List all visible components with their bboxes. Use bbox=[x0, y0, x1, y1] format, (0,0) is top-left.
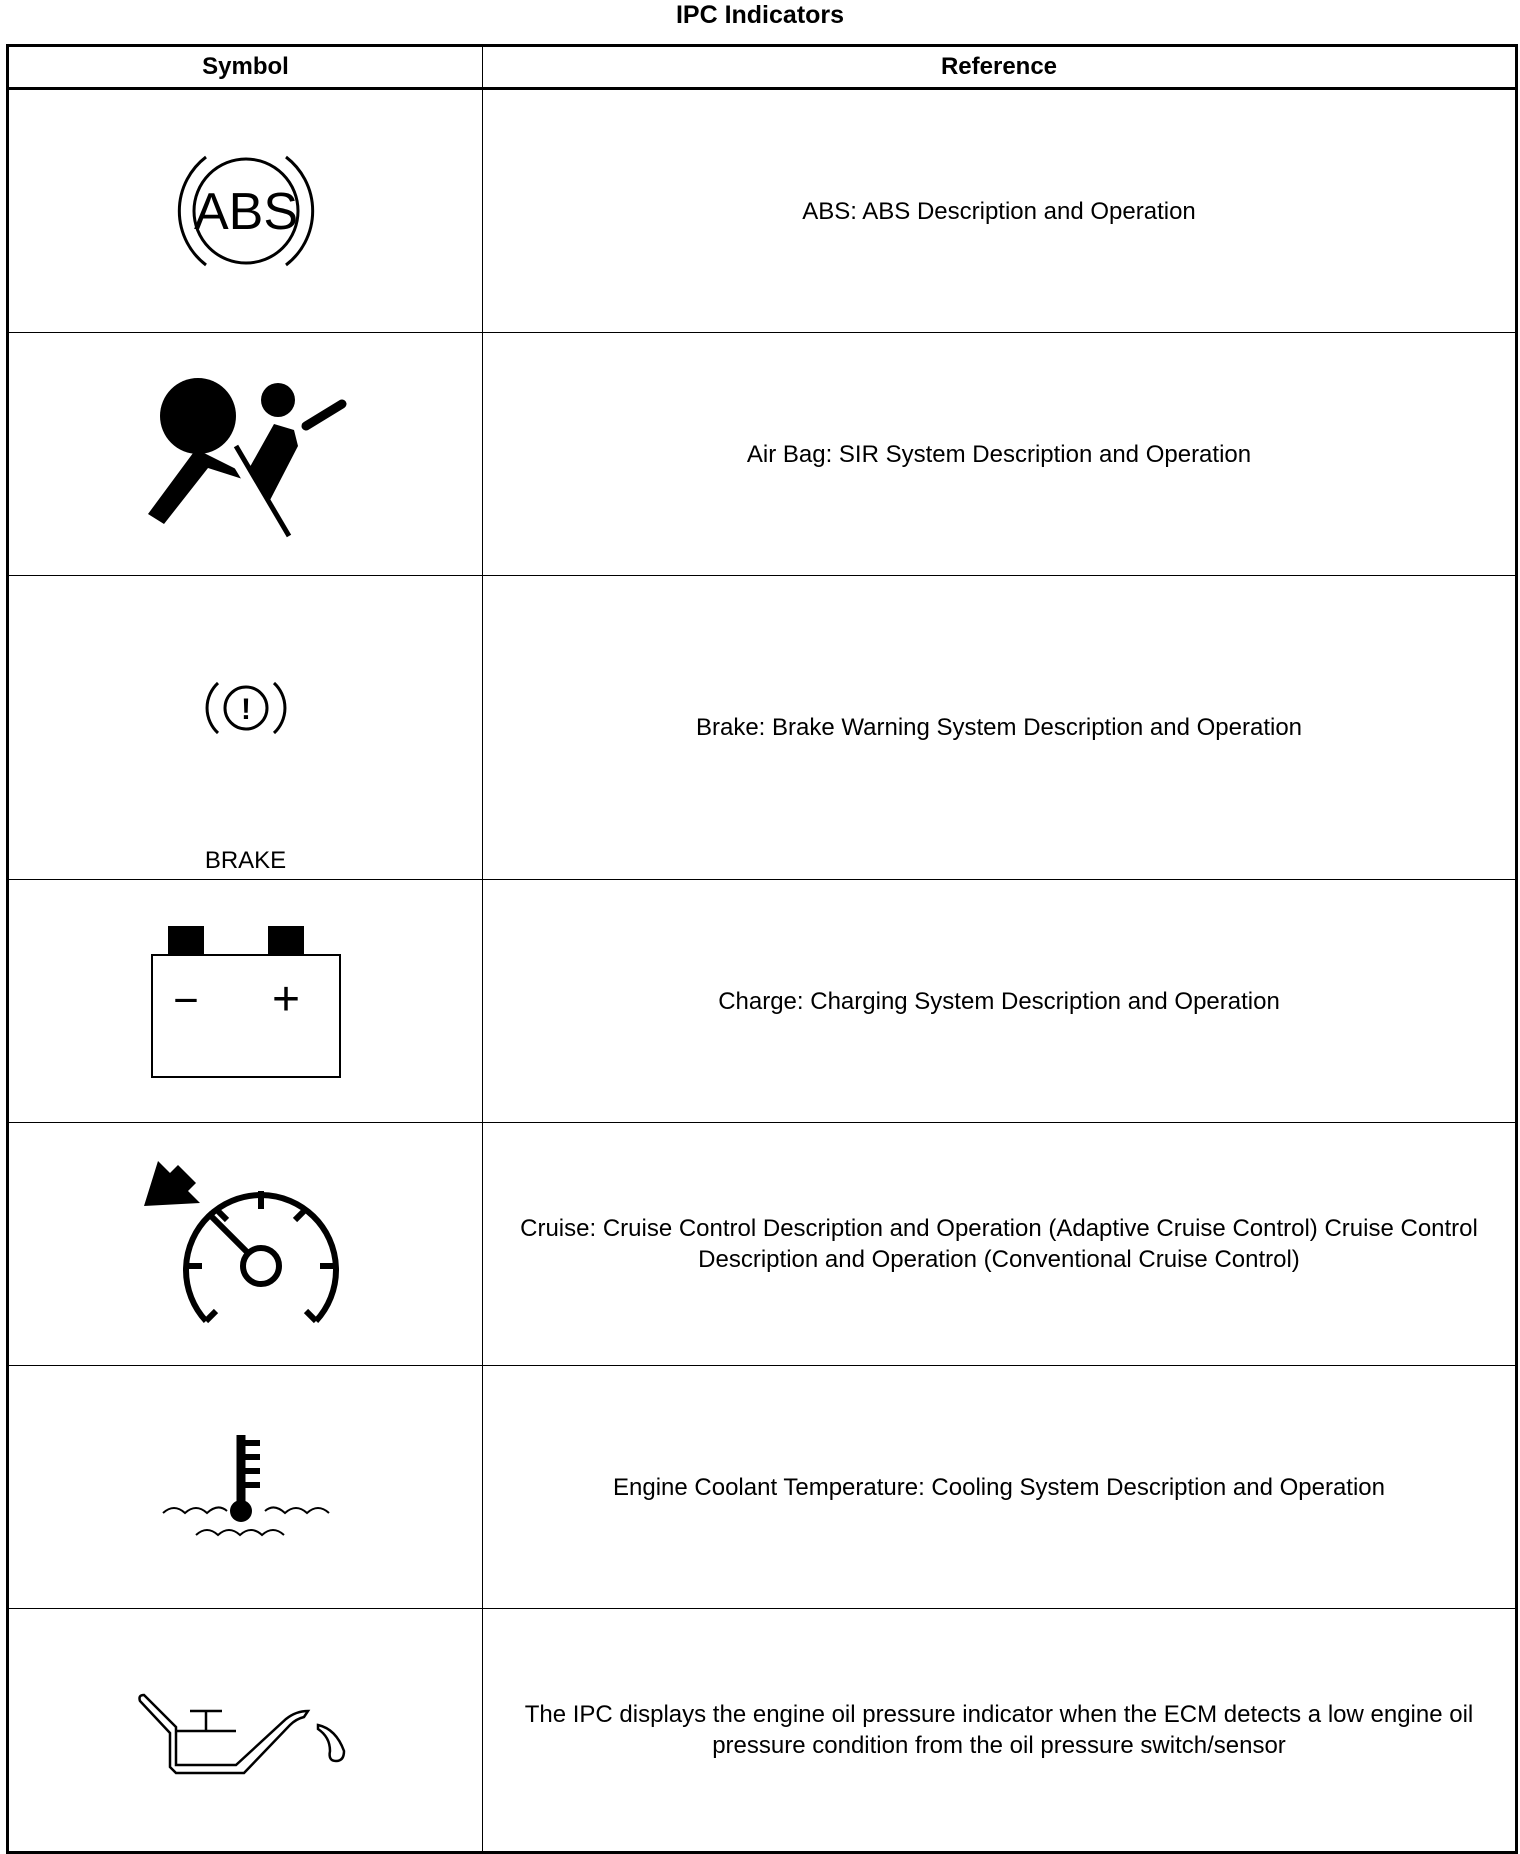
ipc-indicators-table bbox=[6, 44, 1518, 1854]
battery-charge-icon bbox=[146, 921, 346, 1081]
table-row bbox=[8, 1123, 1517, 1366]
table-row bbox=[8, 880, 1517, 1123]
engine-coolant-temperature-icon bbox=[146, 1427, 346, 1547]
symbol-cell bbox=[8, 1366, 483, 1609]
reference-cell: Charge: Charging System Description and Operation bbox=[483, 880, 1517, 1123]
symbol-cell bbox=[8, 576, 483, 880]
symbol-cell bbox=[8, 333, 483, 576]
brake-warning-icon bbox=[196, 673, 296, 743]
symbol-column-header: Symbol bbox=[8, 46, 483, 89]
reference-cell: Brake: Brake Warning System Description and Operation bbox=[483, 576, 1517, 880]
abs-warning-icon bbox=[156, 141, 336, 281]
symbol-cell bbox=[8, 1609, 483, 1853]
table-row bbox=[8, 333, 1517, 576]
reference-cell: Cruise: Cruise Control Description and Operation (Adaptive Cruise Control) Cruise Control Description and Operation (Conventional Cruise Control) bbox=[483, 1123, 1517, 1366]
symbol-cell bbox=[8, 880, 483, 1123]
brake-caption: BRAKE bbox=[204, 847, 287, 874]
table-row bbox=[8, 1609, 1517, 1853]
symbol-cell bbox=[8, 89, 483, 333]
reference-cell: Engine Coolant Temperature: Cooling System Description and Operation bbox=[483, 1366, 1517, 1609]
table-header-row bbox=[8, 46, 1517, 89]
reference-cell: Air Bag: SIR System Description and Operation bbox=[483, 333, 1517, 576]
battery-minus-text: − bbox=[172, 976, 199, 1025]
reference-column-header: Reference bbox=[483, 46, 1517, 89]
airbag-warning-icon bbox=[136, 364, 356, 544]
table-row bbox=[8, 1366, 1517, 1609]
reference-cell: ABS: ABS Description and Operation bbox=[483, 89, 1517, 333]
brake-exclamation-text: ! bbox=[240, 692, 251, 726]
abs-symbol-text: ABS bbox=[193, 183, 298, 241]
reference-cell: The IPC displays the engine oil pressure indicator when the ECM detects a low engine oil pressure condition from the oil pressure switch/sensor bbox=[483, 1609, 1517, 1853]
page-title: IPC Indicators bbox=[675, 1, 845, 29]
cruise-control-icon bbox=[136, 1149, 356, 1339]
symbol-cell bbox=[8, 1123, 483, 1366]
table-row bbox=[8, 89, 1517, 333]
battery-plus-text: + bbox=[271, 973, 300, 1026]
table-row bbox=[8, 576, 1517, 880]
oil-pressure-icon bbox=[136, 1685, 356, 1775]
